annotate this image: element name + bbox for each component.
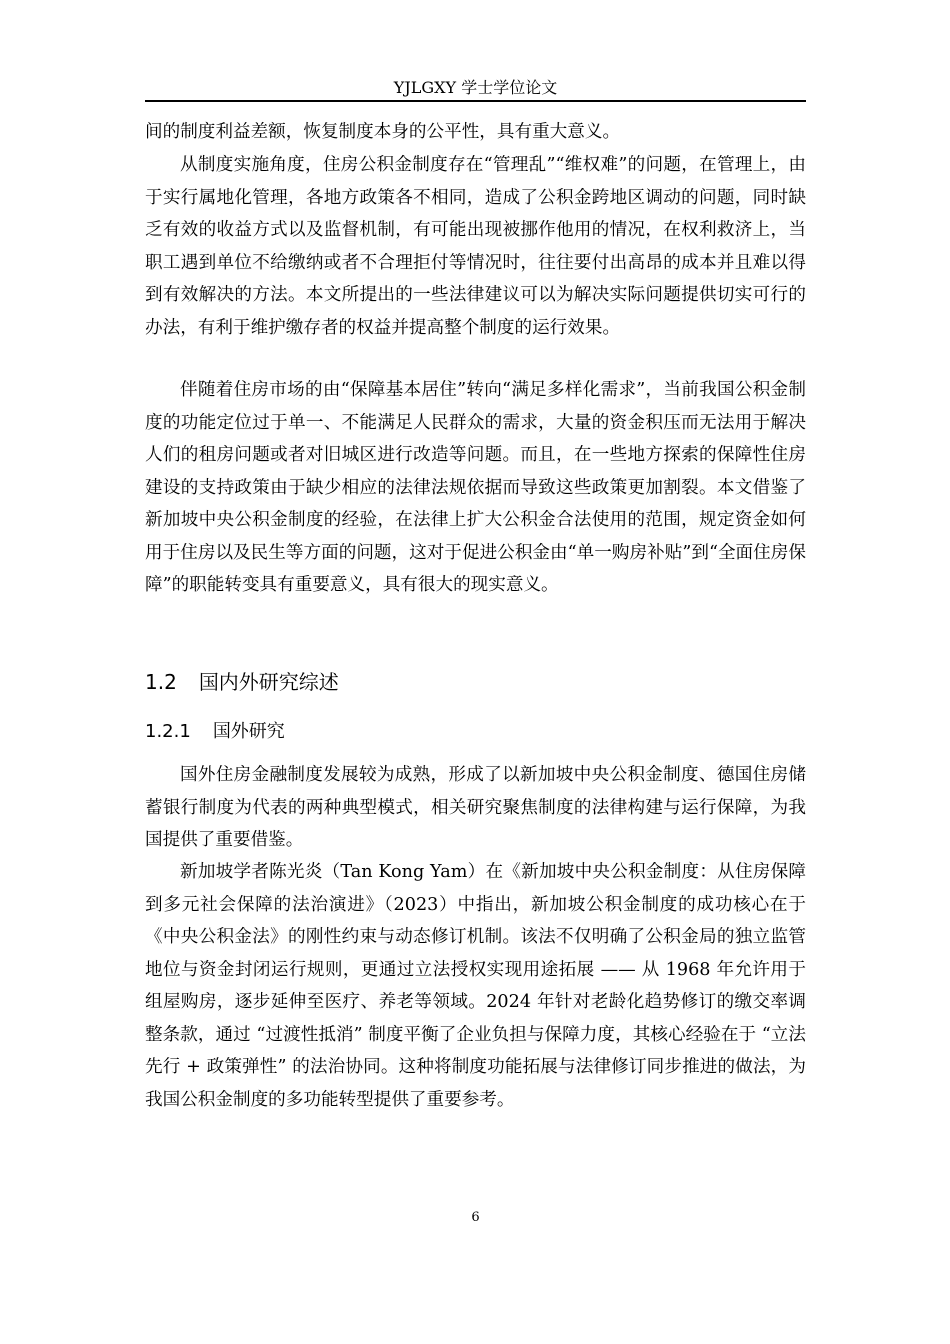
subsection-title: 国外研究 [212, 721, 285, 742]
section-heading-1-2-1 [145, 716, 285, 748]
paragraph-continuation: 间的制度利益差额，恢复制度本身的公平性，具有重大意义。 [145, 122, 621, 142]
paragraph-housing-market: 伴随着住房市场的由“保障基本居住”转向“满足多样化需求”，当前我国公积金制度的功能定位过于单一、不能满足人民群众的需求，大量的资金积压而无法用于解决人们的租房问题或者对旧城区进行改造等问题。而且，在一些地方探索的保障性住房建设的支持政策由于缺少相应的法律法规依据而导致这些政策更加割裂。本文借鉴了新加坡中央公积金制度的经验，在法律上扩大公积金合法使用的范围，规定资金如何用于住房以及民生等方面的问题，这对于促进公积金由“单一购房补贴”到“全面住房保障”的职能转变具有重要意义，具有很大的现实意义。 [145, 380, 806, 595]
paragraph-implementation: 从制度实施角度，住房公积金制度存在“管理乱”“维权难”的问题，在管理上，由于实行属地化管理，各地方政策各不相同，造成了公积金跨地区调动的问题，同时缺乏有效的收益方式以及监督机制，有可能出现被挪作他用的情况，在权利救济上，当职工遇到单位不给缴纳或者不合理拒付等情况时，往往要付出高昂的成本并且难以得到有效解决的方法。本文所提出的一些法律建议可以为解决实际问题提供切实可行的办法，有利于维护缴存者的权益并提高整个制度的运行效果。 [145, 155, 806, 338]
page-number: 6 [471, 1210, 480, 1225]
section-title: 国内外研究综述 [198, 670, 339, 694]
paragraph-foreign-overview: 国外住房金融制度发展较为成熟，形成了以新加坡中央公积金制度、德国住房储蓄银行制度为代表的两种典型模式，相关研究聚焦制度的法律构建与运行保障，为我国提供了重要借鉴。 [145, 765, 806, 850]
section-number: 1.2 [145, 670, 177, 694]
section-heading-1-2 [145, 666, 339, 698]
header-rule [145, 100, 806, 102]
paragraph-singapore-study: 新加坡学者陈光炎（Tan Kong Yam）在《新加坡中央公积金制度：从住房保障到多元社会保障的法治演进》（2023）中指出，新加坡公积金制度的成功核心在于《中央公积金法》的刚性约束与动态修订机制。该法不仅明确了公积金局的独立监管地位与资金封闭运行规则，更通过立法授权实现用途拓展 —— 从 1968 年允许用于组屋购房，逐步延伸至医疗、养老等领域。2024 年针对老龄化趋势修订的缴交率调整条款，通过 “过渡性抵消” 制度平衡了企业负担与保障力度，其核心经验在于 “立法先行 + 政策弹性” 的法治协同。这种将制度功能拓展与法律修订同步推进的做法，为我国公积金制度的多功能转型提供了重要参考。 [145, 862, 806, 1110]
running-header: YJLGXY 学士学位论文 [393, 78, 558, 97]
subsection-number: 1.2.1 [145, 721, 191, 742]
